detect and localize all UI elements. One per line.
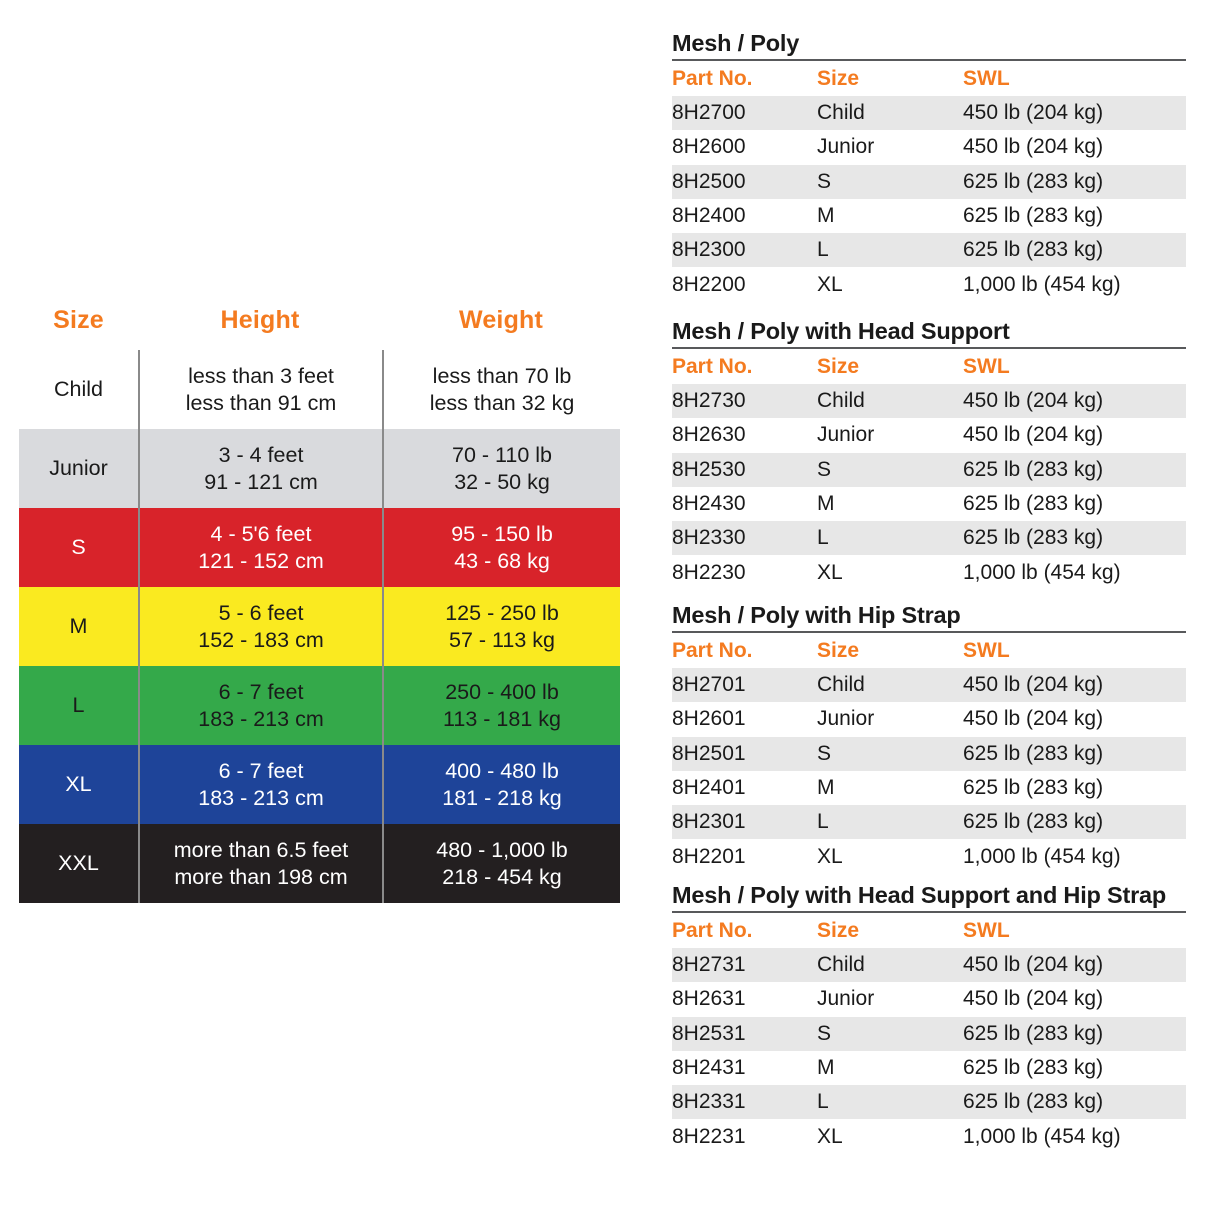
- part-table-cell: 8H2730: [672, 389, 746, 413]
- size-chart-row: [19, 745, 620, 824]
- part-table-cell: S: [817, 457, 832, 481]
- part-table-cell: 8H2630: [672, 423, 746, 447]
- part-table-row: [672, 165, 1186, 199]
- part-table-column-header: Size: [817, 66, 860, 90]
- part-table-cell: Child: [817, 389, 865, 413]
- size-chart-cell-height: [138, 824, 382, 903]
- size-chart-cell-weight: [382, 666, 620, 745]
- part-table-row: [672, 737, 1186, 771]
- part-table-cell: Junior: [817, 423, 875, 447]
- size-chart-cell-line: less than 91 cm: [185, 390, 337, 415]
- size-chart-cell-line: less than 3 feet: [188, 363, 334, 388]
- part-table-row: [672, 487, 1186, 521]
- part-table-cell: 625 lb (283 kg): [963, 457, 1104, 481]
- part-table-cell: 8H2230: [672, 560, 746, 584]
- part-table-cell: Child: [817, 101, 865, 125]
- part-table-cell: 8H2300: [672, 238, 746, 262]
- size-chart-cell-line: 152 - 183 cm: [198, 627, 324, 652]
- part-table-cell: 625 lb (283 kg): [963, 741, 1104, 765]
- part-table-cell: 8H2301: [672, 810, 746, 834]
- part-table-row: [672, 948, 1186, 982]
- part-table-title: Mesh / Poly with Head Support: [672, 318, 1010, 344]
- size-chart-row: [19, 350, 620, 429]
- size-chart-cell-height: [138, 429, 382, 508]
- part-table-row: [672, 1085, 1186, 1119]
- part-table-cell: 1,000 lb (454 kg): [963, 1124, 1121, 1148]
- size-chart-cell-line: 95 - 150 lb: [451, 521, 553, 546]
- size-chart-cell-line: 113 - 181 kg: [443, 706, 561, 731]
- size-chart-cell-height: [138, 508, 382, 587]
- size-chart-column-header-size: Size: [53, 305, 104, 334]
- part-table-row: [672, 668, 1186, 702]
- part-table-row: [672, 453, 1186, 487]
- part-table-row: [672, 384, 1186, 418]
- part-table-row: [672, 1051, 1186, 1085]
- size-chart-cell-height: [138, 350, 382, 429]
- part-table-cell: L: [817, 238, 829, 262]
- part-table-row: [672, 805, 1186, 839]
- size-chart-cell-line: more than 198 cm: [174, 864, 348, 889]
- size-chart-cell-height: [138, 666, 382, 745]
- part-table-column-header: SWL: [963, 918, 1010, 942]
- part-table-column-header: Part No.: [672, 354, 753, 378]
- part-table-cell: 8H2200: [672, 272, 746, 296]
- part-table-cell: 625 lb (283 kg): [963, 776, 1104, 800]
- part-table-row: [672, 130, 1186, 164]
- size-chart-cell-weight: [382, 745, 620, 824]
- size-chart-cell-size: XXL: [58, 851, 99, 875]
- part-table-cell: 8H2400: [672, 204, 746, 228]
- size-chart-cell-weight: [382, 587, 620, 666]
- part-table-cell: M: [817, 1056, 835, 1080]
- part-table-column-header: Part No.: [672, 918, 753, 942]
- size-chart-cell-line: 32 - 50 kg: [454, 469, 550, 494]
- size-chart-cell-line: 4 - 5'6 feet: [210, 521, 312, 546]
- part-table-cell: 625 lb (283 kg): [963, 1056, 1104, 1080]
- part-table-cell: 625 lb (283 kg): [963, 238, 1104, 262]
- part-table-cell: 450 lb (204 kg): [963, 707, 1104, 731]
- size-chart-cell-line: 70 - 110 lb: [451, 442, 552, 467]
- size-chart-cell-height: [138, 587, 382, 666]
- part-table-header-row: [672, 61, 1186, 96]
- size-chart-cell-line: 6 - 7 feet: [218, 679, 304, 704]
- size-chart-cell-line: 250 - 400 lb: [445, 679, 559, 704]
- size-chart-row: [19, 587, 620, 666]
- part-table-cell: 8H2631: [672, 987, 746, 1011]
- part-table-column-header: SWL: [963, 638, 1010, 662]
- part-table-cell: 8H2601: [672, 707, 746, 731]
- part-table-cell: 8H2401: [672, 776, 746, 800]
- part-table-cell: 625 lb (283 kg): [963, 526, 1104, 550]
- part-table-cell: M: [817, 204, 835, 228]
- size-chart-cell-line: more than 6.5 feet: [173, 837, 349, 862]
- size-chart-cell-height: [138, 745, 382, 824]
- size-chart-body: [19, 350, 620, 903]
- part-table-cell: 1,000 lb (454 kg): [963, 272, 1121, 296]
- part-table-row: [672, 839, 1186, 873]
- part-table-cell: 8H2731: [672, 953, 746, 977]
- size-chart-cell-size: Child: [54, 377, 103, 401]
- part-table-cell: 450 lb (204 kg): [963, 987, 1104, 1011]
- part-table-mesh-poly-hip-strap: [672, 600, 1186, 874]
- size-chart-column-header-weight: Weight: [458, 305, 544, 334]
- part-table-cell: 450 lb (204 kg): [963, 101, 1104, 125]
- part-table-header-row: [672, 349, 1186, 384]
- size-chart-cell-line: 5 - 6 feet: [218, 600, 304, 625]
- part-table-cell: 8H2600: [672, 135, 746, 159]
- part-table-column-header: SWL: [963, 354, 1010, 378]
- part-table-row: [672, 982, 1186, 1016]
- part-table-cell: XL: [817, 560, 843, 584]
- part-table-column-header: Size: [817, 354, 860, 378]
- part-table-column-header: Size: [817, 638, 860, 662]
- size-chart-header-row: [19, 290, 620, 350]
- part-table-cell: 625 lb (283 kg): [963, 810, 1104, 834]
- part-table-row: [672, 771, 1186, 805]
- part-table-header-row: [672, 913, 1186, 948]
- size-chart-cell-weight: [382, 429, 620, 508]
- part-table-row: [672, 702, 1186, 736]
- part-table-cell: 8H2700: [672, 101, 746, 125]
- part-table-cell: S: [817, 741, 832, 765]
- part-table-row: [672, 1017, 1186, 1051]
- size-chart-cell-weight: [382, 824, 620, 903]
- part-table-mesh-poly-head-support-hip-strap: [672, 880, 1186, 1154]
- part-table-row: [672, 1119, 1186, 1153]
- part-table-cell: Junior: [817, 135, 875, 159]
- size-chart-row: [19, 508, 620, 587]
- part-table-cell: 450 lb (204 kg): [963, 953, 1104, 977]
- part-table-column-header: Part No.: [672, 638, 753, 662]
- size-chart-cell-line: 183 - 213 cm: [198, 785, 324, 810]
- size-chart-cell-line: 181 - 218 kg: [442, 785, 562, 810]
- part-table-cell: 8H2201: [672, 844, 746, 868]
- part-table-row: [672, 96, 1186, 130]
- size-chart-cell-line: 121 - 152 cm: [198, 548, 324, 573]
- part-table-cell: 8H2530: [672, 457, 746, 481]
- part-table-cell: S: [817, 1021, 832, 1045]
- part-table-cell: 8H2331: [672, 1090, 746, 1114]
- size-chart-cell-size: L: [72, 693, 85, 717]
- part-table-cell: 625 lb (283 kg): [963, 1021, 1104, 1045]
- part-table-column-header: SWL: [963, 66, 1010, 90]
- size-chart-cell-line: 6 - 7 feet: [218, 758, 304, 783]
- part-table-cell: 8H2430: [672, 492, 746, 516]
- part-table-column-header: Size: [817, 918, 860, 942]
- size-chart-cell-line: less than 70 lb: [432, 363, 572, 388]
- size-chart-row: [19, 429, 620, 508]
- part-table-cell: 625 lb (283 kg): [963, 1090, 1104, 1114]
- part-table-title: Mesh / Poly with Hip Strap: [672, 602, 961, 628]
- part-table-header-row: [672, 633, 1186, 668]
- part-table-row: [672, 418, 1186, 452]
- part-table-cell: M: [817, 492, 835, 516]
- part-table-cell: 8H2431: [672, 1056, 746, 1080]
- part-table-cell: XL: [817, 1124, 843, 1148]
- part-table-cell: 8H2501: [672, 741, 746, 765]
- size-chart-cell-line: 43 - 68 kg: [454, 548, 550, 573]
- part-table-cell: 8H2231: [672, 1124, 746, 1148]
- size-chart-cell-line: 3 - 4 feet: [218, 442, 304, 467]
- part-table-cell: 1,000 lb (454 kg): [963, 560, 1121, 584]
- part-table-cell: 450 lb (204 kg): [963, 673, 1104, 697]
- part-table-cell: Child: [817, 953, 865, 977]
- size-chart-column-header-height: Height: [220, 305, 300, 334]
- part-table-cell: 625 lb (283 kg): [963, 492, 1104, 516]
- size-chart-cell-line: 91 - 121 cm: [204, 469, 318, 494]
- size-chart-cell-line: 400 - 480 lb: [445, 758, 559, 783]
- part-table-cell: XL: [817, 844, 843, 868]
- size-chart-cell-weight: [382, 350, 620, 429]
- part-table-cell: 1,000 lb (454 kg): [963, 844, 1121, 868]
- part-table-cell: XL: [817, 272, 843, 296]
- size-chart-row: [19, 824, 620, 903]
- part-table-row: [672, 555, 1186, 589]
- part-table-cell: 8H2701: [672, 673, 746, 697]
- size-chart-row: [19, 666, 620, 745]
- part-table-cell: L: [817, 1090, 829, 1114]
- size-chart-cell-line: less than 32 kg: [429, 390, 575, 415]
- part-table-cell: M: [817, 776, 835, 800]
- part-table-cell: Junior: [817, 987, 875, 1011]
- size-chart-cell-line: 57 - 113 kg: [449, 627, 555, 652]
- size-chart-cell-line: 183 - 213 cm: [198, 706, 324, 731]
- part-table-row: [672, 267, 1186, 301]
- size-chart-cell-size: S: [71, 535, 86, 559]
- part-table-mesh-poly: [672, 28, 1186, 302]
- size-chart-cell-line: 125 - 250 lb: [445, 600, 559, 625]
- part-table-cell: L: [817, 810, 829, 834]
- size-chart-cell-size: Junior: [49, 456, 108, 480]
- part-table-cell: Junior: [817, 707, 875, 731]
- part-table-mesh-poly-head-support: [672, 316, 1186, 590]
- size-chart-table: [19, 290, 620, 903]
- part-table-column-header: Part No.: [672, 66, 753, 90]
- part-table-cell: 450 lb (204 kg): [963, 135, 1104, 159]
- part-table-cell: 450 lb (204 kg): [963, 389, 1104, 413]
- part-table-cell: 8H2500: [672, 169, 746, 193]
- part-table-title: Mesh / Poly with Head Support and Hip Strap: [672, 882, 1167, 908]
- part-table-row: [672, 233, 1186, 267]
- part-table-cell: 625 lb (283 kg): [963, 169, 1104, 193]
- part-table-cell: Child: [817, 673, 865, 697]
- part-table-cell: 8H2531: [672, 1021, 746, 1045]
- size-chart-cell-line: 218 - 454 kg: [442, 864, 562, 889]
- part-table-cell: L: [817, 526, 829, 550]
- size-chart-cell-weight: [382, 508, 620, 587]
- part-table-cell: 8H2330: [672, 526, 746, 550]
- part-table-cell: 450 lb (204 kg): [963, 423, 1104, 447]
- size-chart-cell-line: 480 - 1,000 lb: [436, 837, 568, 862]
- part-table-row: [672, 199, 1186, 233]
- size-chart-cell-size: M: [69, 614, 88, 638]
- part-table-title: Mesh / Poly: [672, 30, 800, 56]
- part-table-row: [672, 521, 1186, 555]
- part-table-cell: 625 lb (283 kg): [963, 204, 1104, 228]
- size-chart-cell-size: XL: [65, 772, 92, 796]
- part-table-cell: S: [817, 169, 832, 193]
